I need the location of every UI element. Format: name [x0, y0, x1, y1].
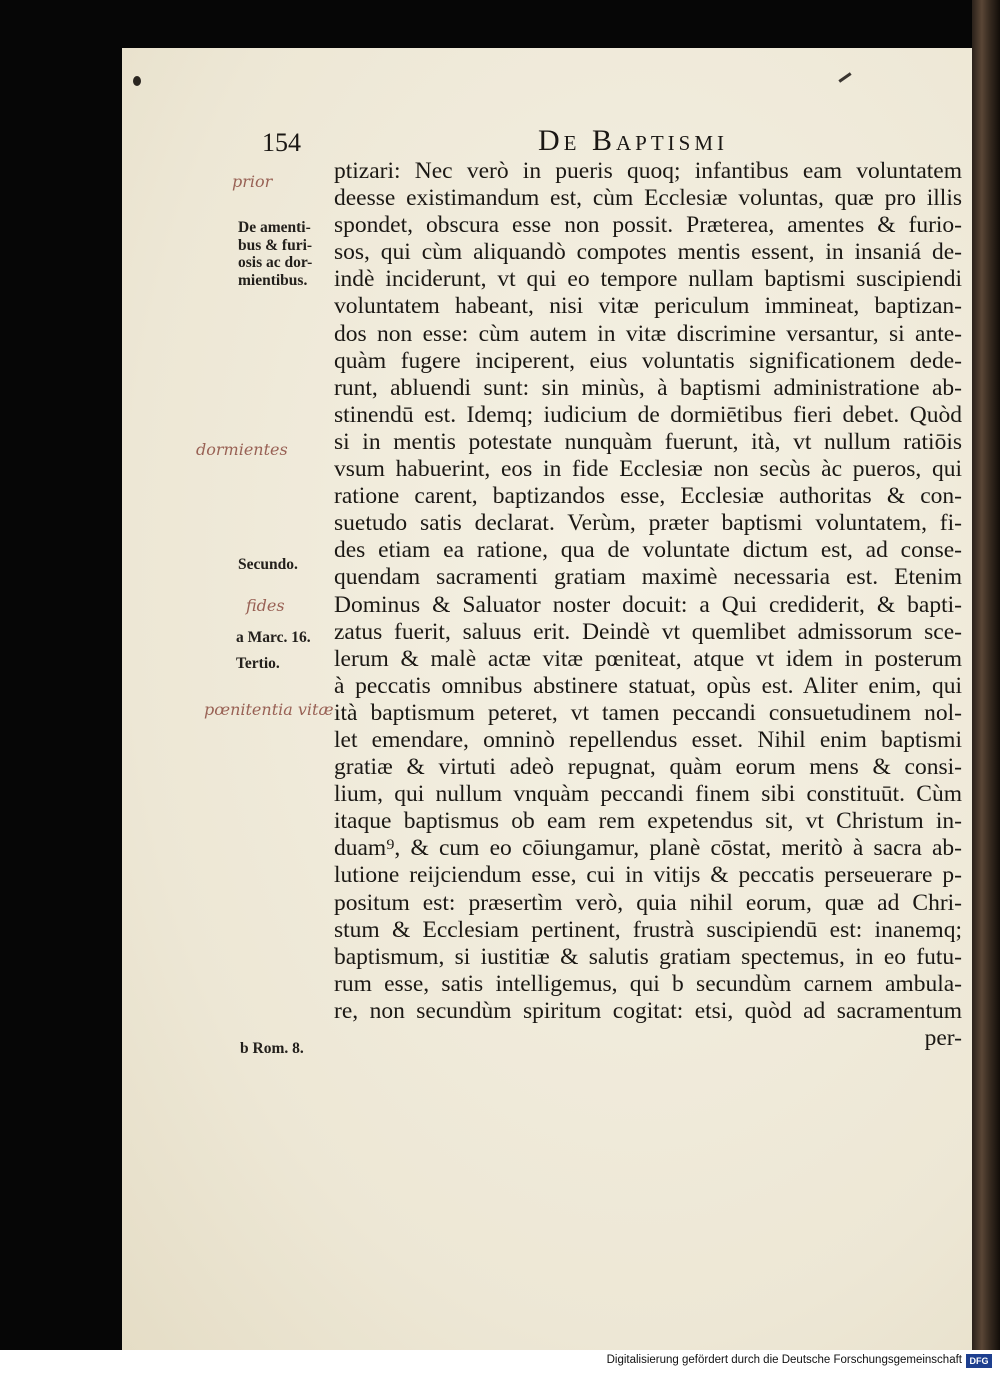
text-line: lutione reijciendum esse, cui in vitijs & peccatis perseuerare p- [334, 862, 962, 889]
text-line: lium, qui nullum vnquàm peccandi finem sibi constituūt. Cùm [334, 781, 962, 808]
text-line: duam⁹, & cum eo cōiungamur, planè cōstat, meritò à sacra ab- [334, 835, 962, 862]
text-line: à peccatis omnibus abstinere statuat, opùs est. Aliter enim, qui [334, 672, 962, 699]
text-line: rum esse, satis intelligemus, qui b secundùm carnem ambula- [334, 970, 962, 997]
book-edge [972, 0, 1000, 1350]
marginal-note-tertio: Tertio. [236, 655, 280, 672]
marginal-note-line: bus & furi- [238, 236, 313, 254]
text-line: itaque baptismus ob eam rem expetendus sit, vt Christum in- [334, 808, 962, 835]
text-line: quendam sacramenti gratiam maximè necessaria est. Etenim [334, 564, 962, 591]
text-line: vsum habuerint, eos in fide Ecclesiæ non secùs àc pueros, qui [334, 456, 962, 483]
text-line: re, non secundùm spiritum cogitat: etsi, quòd ad sacramentum [334, 997, 962, 1024]
text-line: stinendū est. Idemq; iudicium de dormiētibus fieri debet. Quòd [334, 401, 962, 428]
text-line: Dominus & Saluator noster docuit: a Qui crediderit, & bapti- [334, 591, 962, 618]
footer-bar [0, 1350, 1000, 1373]
text-line: ratione carent, baptizandos esse, Ecclesiæ authoritas & con- [334, 483, 962, 510]
handwritten-note: prior [232, 172, 273, 191]
text-line: deesse existimandum est, cùm Ecclesiæ voluntas, quæ pro illis [334, 185, 962, 212]
marginal-note-marc: a Marc. 16. [236, 629, 311, 646]
text-line: positum est: præsertìm verò, quia nihil eorum, quæ ad Chri- [334, 889, 962, 916]
text-line: stum & Ecclesiam pertinent, frustrà suscipiendū est: inanemq; [334, 916, 962, 943]
running-title: De Baptismi [538, 124, 729, 157]
dfg-logo: DFG [966, 1354, 992, 1368]
body-text [334, 158, 962, 1052]
marginal-note-secundo: Secundo. [238, 556, 298, 573]
text-line: lerum & malè actæ vitæ pœniteat, atque vt idem in posterum [334, 645, 962, 672]
text-line: let emendare, omninò repellendus esset. Nihil enim baptismi [334, 726, 962, 753]
text-line: dos non esse: cùm autem in vitæ discrimine versantur, si ante- [334, 320, 962, 347]
text-line: baptismum, si iustitiæ & salutis gratiam spectemus, in eo futu- [334, 943, 962, 970]
text-line: des etiam ea ratione, qua de voluntate dictum est, ad conse- [334, 537, 962, 564]
footer-credit: Digitalisierung gefördert durch die Deutsche Forschungsgemeinschaft [606, 1354, 962, 1366]
marginal-note-line: De amenti- [238, 219, 311, 236]
text-line: per- [924, 1025, 962, 1051]
marginal-note-line: mientibus. [238, 271, 308, 289]
text-line: sos, qui cùm aliquandò compotes mentis essent, in insaniá de- [334, 239, 962, 266]
text-line: ptizari: Nec verò in pueris quoq; infantibus eam voluntatem [334, 158, 962, 184]
text-line: runt, abluendi sunt: sin minùs, à baptismi administratione ab- [334, 374, 962, 401]
text-line: indè inciderunt, vt qui eo tempore nullam baptismi suscipiendi [334, 266, 962, 293]
text-line: zatus fuerit, saluus erit. Deindè vt quemlibet admissorum sce- [334, 618, 962, 645]
ink-spot [133, 76, 141, 86]
text-line: ità baptismum peteret, vt tamen peccandi consuetudinem nol- [334, 699, 962, 726]
text-line: gratiæ & virtuti adeò repugnat, quàm eorum mens & consi- [334, 754, 962, 781]
page-number: 154 [262, 128, 301, 157]
handwritten-note: fides [246, 596, 285, 615]
handwritten-note: dormientes [196, 440, 288, 459]
marginal-note-line: osis ac dor- [238, 254, 313, 271]
text-line: si in mentis potestate nunquàm fuerunt, ità, vt nullum ratiōis [334, 428, 962, 455]
handwritten-note: pœnitentia vitæ [204, 700, 334, 719]
marginal-note-rom: b Rom. 8. [240, 1040, 304, 1057]
text-line: voluntatem habeant, nisi vitæ periculum immineat, baptizan- [334, 293, 962, 320]
marginal-note-amentes [238, 219, 312, 289]
text-line: suetudo satis declarat. Verùm, præter baptismi voluntatem, fi- [334, 510, 962, 537]
text-line: spondet, obscura esse non possit. Præterea, amentes & furio- [334, 212, 962, 239]
text-line: quàm fugere inciperent, eius voluntatis significationem dede- [334, 347, 962, 374]
